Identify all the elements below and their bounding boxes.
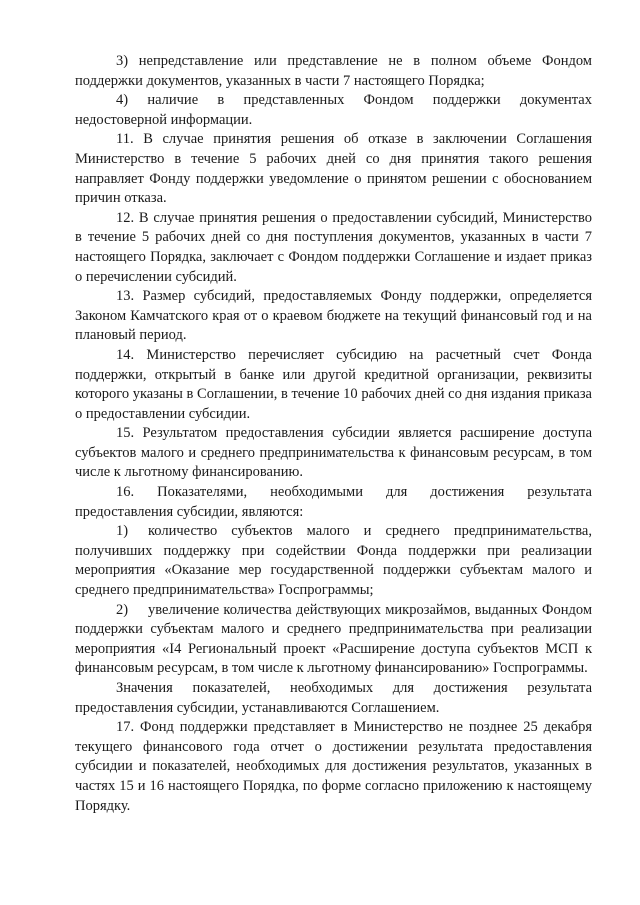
list-item: [75, 522, 592, 600]
list-item-number: 1): [116, 523, 129, 540]
paragraph-16: 16. Показателями, необходимыми для достижения результата предоставления субсидии, являются:: [75, 484, 592, 520]
paragraph-11: 11. В случае принятия решения об отказе в заключении Соглашения Министерство в течение 5 рабочих дней со дня принятия такого решения направляет Фонду поддержки уведомление о принятом решении с обоснованием причин отказа.: [75, 131, 592, 207]
paragraph-13: 13. Размер субсидий, предоставляемых Фонду поддержки, определяется Законом Камчатского края от о краевом бюджете на текущий финансовый год и на плановый период.: [75, 288, 592, 344]
paragraph-14: 14. Министерство перечисляет субсидию на расчетный счет Фонда поддержки, открытый в банке или другой кредитной организации, реквизиты которого указаны в Соглашении, в течение 10 рабочих дней со дня издания приказа о предоставлении субсидии.: [75, 346, 592, 422]
list-item-text: увеличение количества действующих микрозаймов, выданных Фондом поддержки субъектам малого и среднего предпринимательства при реализации мероприятия «I4 Региональный проект «Расширение доступа субъектов МСП к финансовым ресурсам, в том числе к льготному финансированию» Госпрограммы.: [75, 601, 592, 677]
list-item-text: количество субъектов малого и среднего предпринимательства, получивших поддержку при содействии Фонда поддержки при реализации мероприятия «Оказание мер государственной поддержки субъектам малого и среднего предпринимательства» Госпрограммы;: [75, 523, 592, 599]
document-body: [75, 52, 592, 816]
paragraph-17: 17. Фонд поддержки представляет в Министерство не позднее 25 декабря текущего финансового года отчет о достижении результата предоставления субсидии и показателей, необходимых для достижения результатов, указанных в частях 15 и 16 настоящего Порядка, по форме согласно приложению к настоящему Порядку.: [75, 719, 592, 814]
paragraph-indicator-values: Значения показателей, необходимых для достижения результата предоставления субсидии, устанавливаются Соглашением.: [75, 680, 592, 716]
paragraph-12: 12. В случае принятия решения о предоставлении субсидий, Министерство в течение 5 рабочих дней со дня поступления документов, указанных в части 7 настоящего Порядка, заключает с Фондом поддержки Соглашение и издает приказ о перечислении субсидий.: [75, 209, 592, 285]
list-item-number: 2): [116, 601, 129, 618]
list-item: [75, 601, 592, 679]
paragraph-item-4: 4) наличие в представленных Фондом поддержки документах недостоверной информации.: [75, 92, 592, 128]
paragraph-15: 15. Результатом предоставления субсидии является расширение доступа субъектов малого и среднего предпринимательства к финансовым ресурсам, в том числе к льготному финансированию.: [75, 425, 592, 481]
paragraph-item-3: 3) непредставление или представление не в полном объеме Фондом поддержки документов, указанных в части 7 настоящего Порядка;: [75, 53, 592, 89]
